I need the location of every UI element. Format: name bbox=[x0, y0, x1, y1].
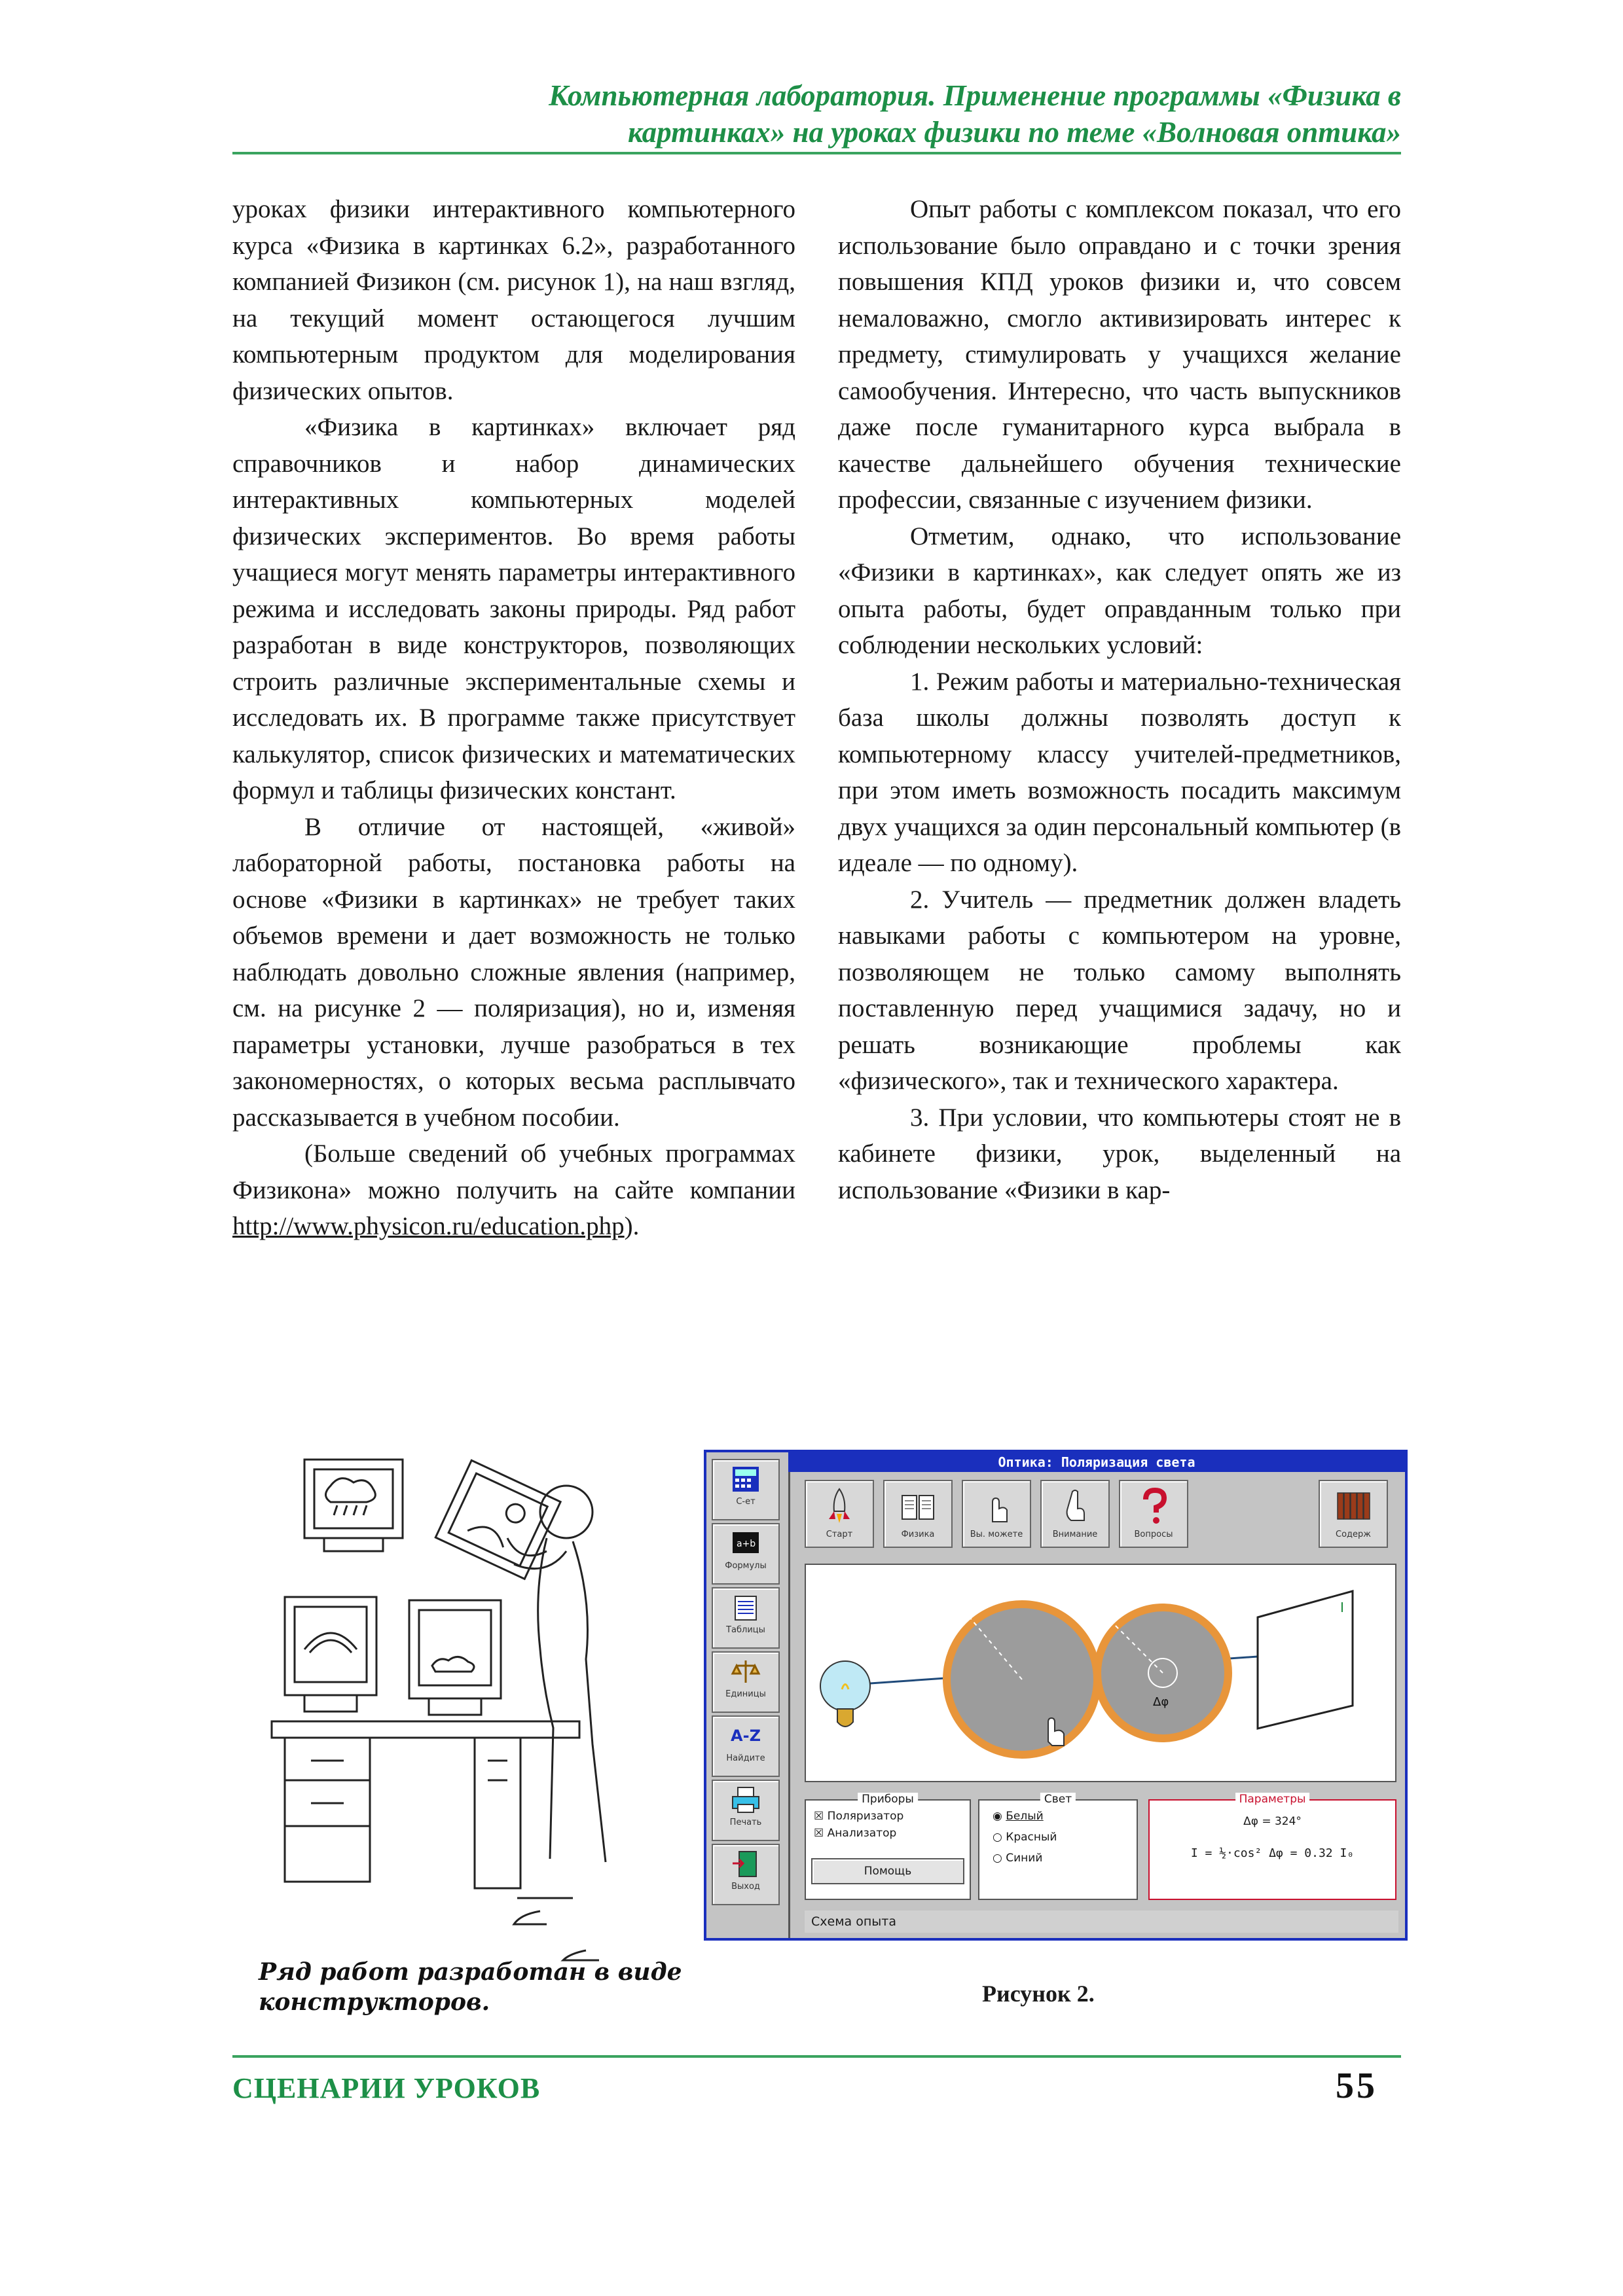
analyzer-checkbox[interactable]: ☒ Анализатор bbox=[814, 1827, 897, 1840]
page-number: 55 bbox=[1336, 2066, 1377, 2106]
calculator-button[interactable] bbox=[712, 1459, 780, 1520]
polarization-scene bbox=[806, 1565, 1395, 1781]
paragraph: В отличие от настоящей, «живой» лабораторной работы, постановка работы на основе «Физики в картинках» не требует таких объемов времени и дает возможность не только наблюдать довольно сложные явления (например, см. на рисунке 2 — поляризация), но и, изменяя параметры установки, лучше разобраться в тех закономерностях, о которых весьма расплывчато рассказывается в учебном пособии. bbox=[232, 812, 795, 1132]
paragraph: Отметим, однако, что использование «Физики в картинках», как следует опять же из опыта работы, будет оправданным только при соблюдении нескольких условий: bbox=[838, 522, 1401, 659]
list-item: 3. При условии, что компьютеры стоят не в кабинете физики, урок, выделенный на использование «Физики в кар- bbox=[838, 1103, 1401, 1204]
polarizer-disk bbox=[947, 1604, 1097, 1755]
units-button[interactable] bbox=[712, 1651, 780, 1713]
sidebar-label: С-ет bbox=[736, 1497, 756, 1507]
help-button[interactable]: Помощь bbox=[811, 1858, 964, 1884]
sidebar-label: Единицы bbox=[725, 1689, 766, 1699]
parameters-panel bbox=[1148, 1793, 1396, 1900]
sidebar-label: Найдите bbox=[726, 1753, 765, 1763]
parameters-title: Параметры bbox=[1235, 1793, 1310, 1806]
light-red-radio[interactable]: ○ Красный bbox=[993, 1831, 1057, 1844]
sketch-caption-line1: Ряд работ разработан в виде bbox=[259, 1958, 682, 1986]
header-rule bbox=[232, 152, 1401, 154]
light-blue-radio[interactable]: ○ Синий bbox=[993, 1852, 1043, 1865]
svg-text:a+b: a+b bbox=[737, 1539, 756, 1549]
paragraph: «Физика в картинках» включает ряд справочников и набор динамических интерактивных компьютерных моделей физических экспериментов. Во время работы учащиеся могут менять параметры интерактивного режима и исследовать законы природы. Ряд работ разработан в виде конструкторов, позволяющих строить различные экспериментальные схемы и исследовать их. В программе также присутствует калькулятор, список физических и математических формул и таблицы физических констант. bbox=[232, 413, 795, 804]
left-column bbox=[232, 191, 795, 1245]
delta-phi-value: Δφ = 324° bbox=[1243, 1815, 1302, 1828]
program-window bbox=[704, 1450, 1408, 1941]
print-button[interactable] bbox=[712, 1780, 780, 1841]
you-can-button[interactable] bbox=[962, 1480, 1031, 1548]
toolbar-label: Внимание bbox=[1052, 1530, 1098, 1539]
pointing-hand-icon bbox=[1055, 1486, 1095, 1526]
attention-button[interactable] bbox=[1040, 1480, 1110, 1548]
tables-icon bbox=[730, 1592, 761, 1623]
radio-label: Белый bbox=[1006, 1810, 1044, 1823]
light-panel bbox=[978, 1793, 1138, 1900]
question-mark-icon bbox=[1134, 1486, 1173, 1526]
sidebar-label: Таблицы bbox=[726, 1625, 765, 1635]
devices-panel bbox=[805, 1793, 971, 1900]
polarizer-checkbox[interactable]: ☒ Поляризатор bbox=[814, 1810, 904, 1823]
book-icon bbox=[898, 1486, 938, 1526]
paragraph-text: ). bbox=[624, 1212, 640, 1240]
program-title-bar: Оптика: Поляризация света bbox=[788, 1452, 1405, 1472]
footer-rule bbox=[232, 2055, 1401, 2058]
exit-door-icon bbox=[730, 1849, 761, 1879]
computer-lab-sketch bbox=[259, 1440, 645, 1964]
books-icon bbox=[1334, 1486, 1373, 1526]
figure-caption: Рисунок 2. bbox=[982, 1981, 1095, 2007]
projection-screen bbox=[1258, 1591, 1353, 1729]
start-button[interactable] bbox=[805, 1480, 874, 1548]
physics-button[interactable] bbox=[883, 1480, 953, 1548]
exit-button[interactable] bbox=[712, 1844, 780, 1905]
checkbox-label: Поляризатор bbox=[827, 1810, 904, 1823]
light-white-radio[interactable]: ◉ Белый bbox=[993, 1810, 1044, 1823]
radio-label: Красный bbox=[1006, 1831, 1057, 1844]
screen-label: I bbox=[1340, 1600, 1344, 1615]
rocket-icon bbox=[820, 1486, 859, 1526]
calculator-icon bbox=[730, 1464, 761, 1494]
section-title: СЦЕНАРИИ УРОКОВ bbox=[232, 2072, 541, 2104]
toolbar-label: Физика bbox=[901, 1530, 935, 1539]
questions-button[interactable] bbox=[1119, 1480, 1188, 1548]
paragraph-with-link bbox=[232, 1136, 795, 1245]
list-item: 2. Учитель — предметник должен владеть навыками работы с компьютером на уровне, позволяющем не только самому выполнять поставленную перед учащимися задачу, но и решать возникающие проблемы как «физического», так и технического характера. bbox=[838, 885, 1401, 1095]
toolbar-label: Вопросы bbox=[1134, 1530, 1173, 1539]
sketch-caption-line2: конструкторов. bbox=[259, 1988, 490, 2016]
sidebar-label: Выход bbox=[731, 1882, 760, 1892]
az-icon: A-Z bbox=[731, 1727, 761, 1745]
physicon-link[interactable]: http://www.physicon.ru/education.php bbox=[232, 1212, 625, 1240]
sketch-caption bbox=[259, 1957, 682, 2017]
contents-button[interactable] bbox=[1319, 1480, 1388, 1548]
tables-button[interactable] bbox=[712, 1587, 780, 1649]
angle-label: Δφ bbox=[1153, 1695, 1169, 1709]
running-header-line1: Компьютерная лаборатория. Применение программы «Физика в bbox=[549, 79, 1401, 112]
radio-label: Синий bbox=[1006, 1852, 1043, 1865]
sidebar-label: Формулы bbox=[725, 1561, 767, 1571]
toolbar-label: Содерж bbox=[1336, 1530, 1371, 1539]
toolbar-label: Вы. можете bbox=[970, 1530, 1023, 1539]
light-title: Свет bbox=[1040, 1793, 1076, 1806]
paragraph: уроках физики интерактивного компьютерного курса «Физика в картинках 6.2», разработанного компанией Физикон (см. рисунок 1), на наш взгляд, на текущий момент остающегося лучшим компьютерным продуктом для моделирования физических опытов. bbox=[232, 195, 795, 405]
program-sidebar bbox=[706, 1452, 790, 1938]
formulas-button[interactable] bbox=[712, 1523, 780, 1585]
light-bulb-icon bbox=[820, 1661, 870, 1727]
paragraph: Опыт работы с комплексом показал, что его использование было оправдано и с точки зрения повышения КПД уроков физики и, что совсем немаловажно, смогло активизировать интерес к предмету, стимулировать у учащихся желание самообучения. Интересно, что часть выпускников даже после гуманитарного курса выбрала в качестве дальнейшего обучения технические профессии, связанные с изучением физики. bbox=[838, 195, 1401, 514]
hand-icon bbox=[977, 1486, 1016, 1526]
devices-title: Приборы bbox=[858, 1793, 918, 1806]
toolbar-label: Старт bbox=[826, 1530, 853, 1539]
right-column bbox=[838, 191, 1401, 1208]
experiment-stage bbox=[805, 1564, 1396, 1782]
search-button[interactable] bbox=[712, 1715, 780, 1777]
list-item: 1. Режим работы и материально-техническая база школы должны позволять доступ к компьютерному классу учителей-предметников, при этом иметь возможность посадить максимум двух учащихся за один персональный компьютер (в идеале — по одному). bbox=[838, 667, 1401, 877]
intensity-formula: I = ½·cos² Δφ = 0.32 I₀ bbox=[1190, 1846, 1355, 1860]
units-icon bbox=[730, 1657, 761, 1687]
running-header-line2: картинках» на уроках физики по теме «Волновая оптика» bbox=[627, 116, 1401, 149]
status-bar: Схема опыта bbox=[805, 1910, 1398, 1933]
printer-icon bbox=[730, 1785, 761, 1815]
paragraph-text: (Больше сведений об учебных программах Физикона» можно получить на сайте компании bbox=[232, 1139, 795, 1204]
checkbox-label: Анализатор bbox=[827, 1827, 897, 1840]
analyzer-disk bbox=[1097, 1607, 1228, 1738]
formulas-icon bbox=[730, 1528, 761, 1558]
sidebar-label: Печать bbox=[729, 1818, 762, 1827]
